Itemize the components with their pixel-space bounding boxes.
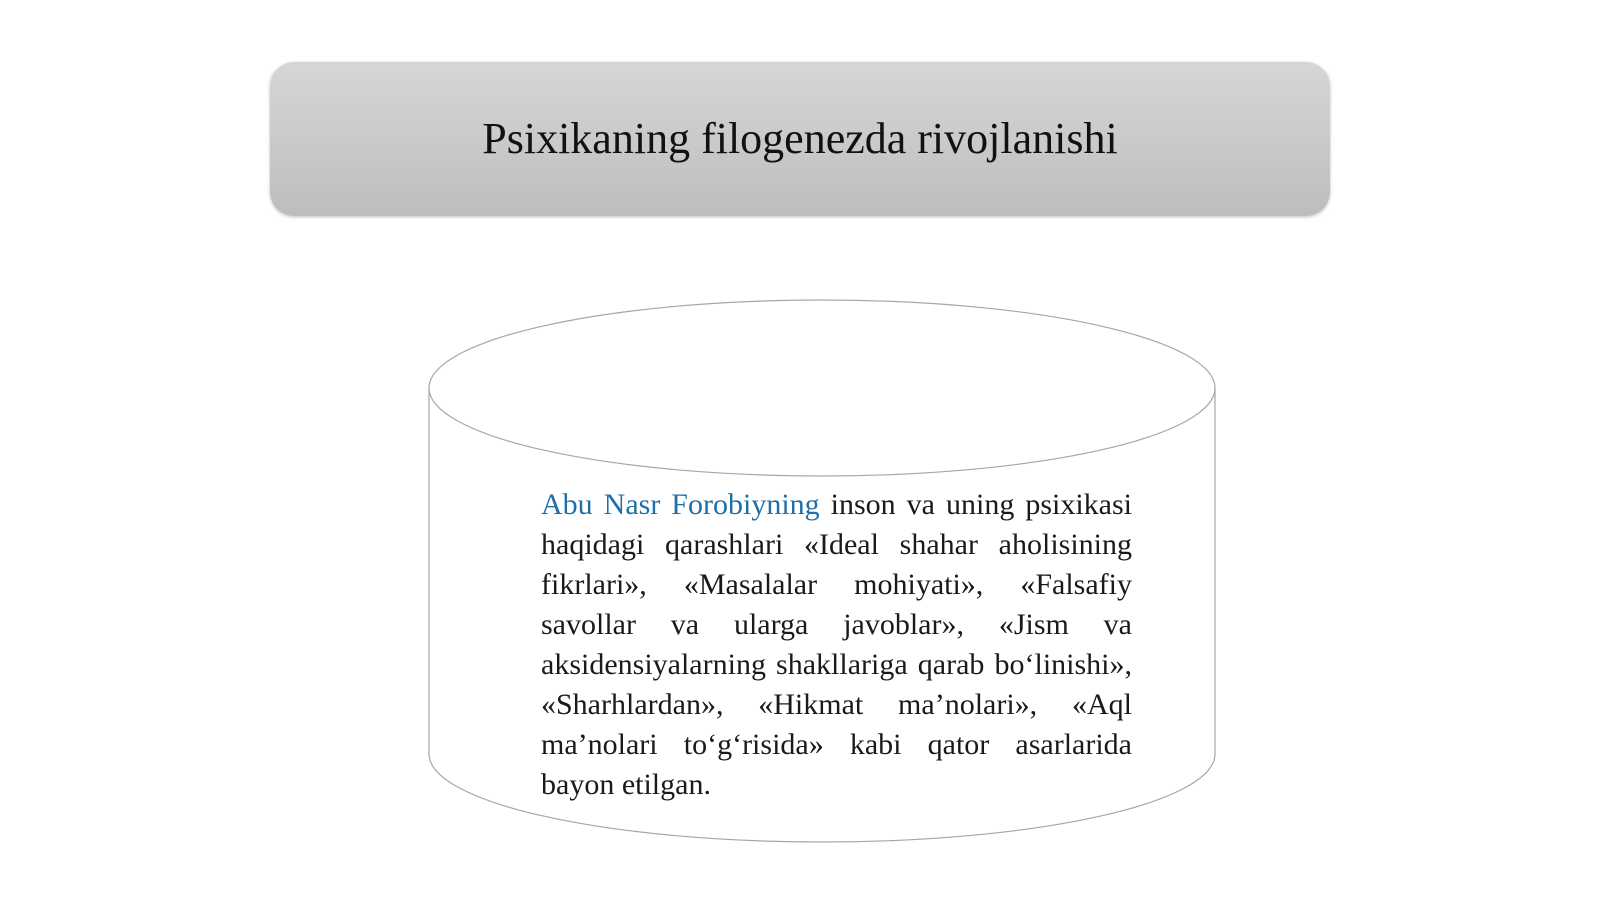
slide-title: Psixikaning filogenezda rivojlanishi — [482, 114, 1118, 163]
author-name: Abu Nasr Forobiyning — [541, 488, 820, 521]
body-text: inson va uning psixikasi haqidagi qarashlari «Ideal shahar aholisining fikrlari», «Masalalar mohiyati», «Falsafiy savollar va ularga javoblar», «Jism va aksidensiyalarning shakllariga qarab bo‘linishi», «Sharhlardan», «Hikmat ma’nolari», «Aql ma’nolari to‘g‘risida» kabi qator asarlarida bayon etilgan. — [541, 488, 1132, 801]
body-paragraph — [541, 485, 1132, 805]
cylinder-top — [429, 300, 1215, 476]
title-box — [270, 62, 1330, 216]
